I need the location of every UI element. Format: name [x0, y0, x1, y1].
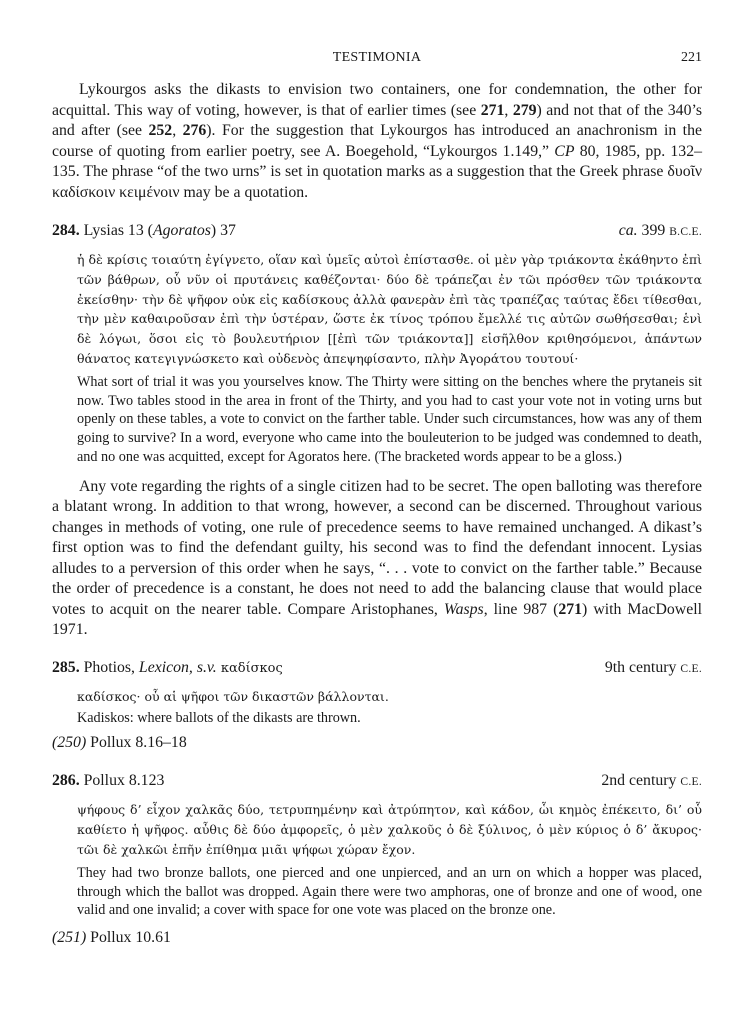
cross-reference: 279 [512, 101, 537, 119]
text-run: Any vote regarding the rights of a single citizen had to be secret. The open balloting was therefore a blatant wrong. In addition to that wrong, however, a second can be discerned. Throughout various changes in methods of voting, one rule of precedence seems to have remained unchanged. A dikast’s first option was to find the defendant guilty, his second was to find the defendant innocent. Lysias alludes to a perversion of this order when he says, “. . . vote to convict on the farther table.” Because the order of precedence is a constant, he does not need to add the balancing clause that would place votes to acquit on the nearer table. Compare Aristophanes, [52, 477, 702, 618]
see-also-reference [52, 928, 702, 948]
greek-text: ἡ δὲ κρίσις τοιαύτη ἐγίγνετο, οἵαν καὶ ὑμεῖς αὐτοὶ ἐπίστασθε. οἱ μὲν γὰρ τριάκοντα ἐκάθηντο ἐπὶ τῶν βάθρων, οὗ νῦν οἱ πρυτάνεις καθέζονται· δύο δὲ τράπεζαι ἐν τῶι πρόσθεν τῶν τριάκοντα ἐκείσθην· τὴν δὲ ψῆφον οὐκ εἰς καδίσκους ἀλλὰ φανερὰν ἐπὶ τὰς τραπέζας ταύτας ἔδει τίθεσθαι, τὴν μὲν καθαιροῦσαν ἐπὶ τὴν ὑστέραν, ὥστε ἐκ τίνος τρόπου ἔμελλέ τις αὐτῶν σωθήσεσθαι; ἑνὶ δὲ λόγωι, ὅσοι εἰς τὸ βουλευτήριον [[ἐπὶ τῶν τριάκοντα]] εἰσῆλθον κριθησόμενοι, ἁπάντων θάνατος κατεγιγνώσκετο καὶ οὐδενὸς ἀπεψηφίσαντο, πλὴν Ἀγοράτου τουτουί· [77, 252, 702, 366]
date-value: 9th century [604, 658, 677, 676]
translation-text: They had two bronze ballots, one pierced and one unpierced, and an urn on which a hopper was placed, through which the ballot was dropped. Again there were two amphoras, one of bronze and one of wood, one valid and one invalid; a cover with space for one vote was placed on the bronze one. [77, 864, 702, 919]
entry-headword: καδίσκος [216, 660, 283, 676]
translation-text: Kadiskos: where ballots of the dikasts are thrown. [77, 709, 361, 726]
cross-reference: 252 [148, 122, 173, 139]
translation-text: What sort of trial it was you yourselves know. The Thirty were sitting on the benches where the prytaneis sit now. Two tables stood in the area in front of the Thirty, and you had to cast your vote not in voting urns but openly on these tables, a vote to convict on the farther table. Under such circumstances, how was any of them going to survive? In a word, everyone who came into the bouleuterion to be judged was condemned to death, and no one was acquitted, except for Agoratos here. (The bracketed words appear to be a gloss.) [77, 373, 702, 465]
running-header [52, 50, 702, 72]
entry-ref: ) 37 [210, 222, 236, 239]
text-run: , line 987 ( [483, 600, 559, 618]
entry-heading [52, 771, 702, 791]
discussion-paragraph [52, 477, 702, 641]
entry-date [605, 658, 702, 679]
entry-number: 285. [52, 658, 80, 676]
cross-reference: 271 [480, 101, 505, 119]
xref-number: (250) [52, 734, 87, 752]
text-run: 80, 1985, pp. 132–135. The phrase “of the two urns” is set in quotation marks as a suggestion that the Greek phrase δυοῖν καδίσκοιν κειμένοιν may be a quotation. [52, 142, 702, 201]
date-prefix: ca. [618, 222, 638, 239]
journal-title: CP [554, 142, 575, 160]
entry-heading [52, 221, 702, 241]
entry-date [601, 771, 702, 792]
running-title: TESTIMONIA [332, 50, 422, 65]
text-run: Lykourgos asks the dikasts to envision two containers, one for condemnation, the other for acquittal. This way of voting, however, is that of earlier times (see [52, 81, 702, 119]
greek-text: ψήφους δ’ εἶχον χαλκᾶς δύο, τετρυπημένην καὶ ἀτρύπητον, καὶ κάδον, ὧι κημὸς ἐπέκειτο, δι’ οὗ καθίετο ἡ ψῆφος. αὖθις δὲ δύο ἀμφορεῖς, ὁ μὲν χαλκοῦς ὁ δὲ ξύλινος, ὁ μὲν κύριος ὁ δ’ ἄκυρος· τῶι δὲ χαλκῶι ἐπῆν ἐπίθημα μιᾶι ψήφωι χώραν ἔχον. [77, 802, 702, 857]
entry-author: Pollux 8.123 [83, 772, 165, 790]
page-number: 221 [681, 50, 702, 65]
text-run: , [172, 122, 183, 139]
text-run: ). For the suggestion that Lykourgos has introduced an anachronism in the course of quoting from earlier poetry, see A. Boegehold, “Lykourgos 1.149,” [52, 122, 702, 160]
entry-work: Agoratos [152, 222, 211, 239]
entry-author: Photios, [83, 658, 139, 676]
xref-text: Pollux 8.16–18 [86, 734, 187, 752]
date-era: B.C.E. [669, 226, 702, 238]
text-run: ) with MacDowell 1971. [52, 600, 702, 639]
xref-text: Pollux 10.61 [86, 929, 171, 947]
entry-author: Lysias 13 ( [83, 222, 153, 239]
work-title: Wasps [443, 600, 484, 618]
entry-number: 284. [52, 222, 80, 239]
greek-text: καδίσκος· οὗ αἱ ψῆφοι τῶν δικαστῶν βάλλονται. [77, 688, 389, 704]
text-run: ) and not that of the 340’s and after (see [52, 101, 703, 139]
entry-286 [52, 771, 702, 948]
xref-number: (251) [52, 929, 87, 947]
see-also-reference [52, 733, 702, 753]
cross-reference: 276 [182, 122, 207, 139]
date-value: 2nd century [601, 772, 677, 790]
date-value: 399 [641, 222, 666, 239]
date-era: C.E. [680, 776, 702, 789]
entry-work: Lexicon, s.v. [138, 658, 217, 676]
page-content [52, 80, 702, 948]
entry-heading [52, 658, 702, 678]
text-run: , [504, 101, 513, 119]
entry-285 [52, 658, 702, 754]
cross-reference: 271 [558, 600, 583, 618]
entry-date [619, 221, 702, 242]
date-era: C.E. [680, 662, 702, 675]
entry-number: 286. [52, 772, 80, 790]
intro-paragraph [52, 80, 702, 203]
entry-284 [52, 221, 702, 467]
